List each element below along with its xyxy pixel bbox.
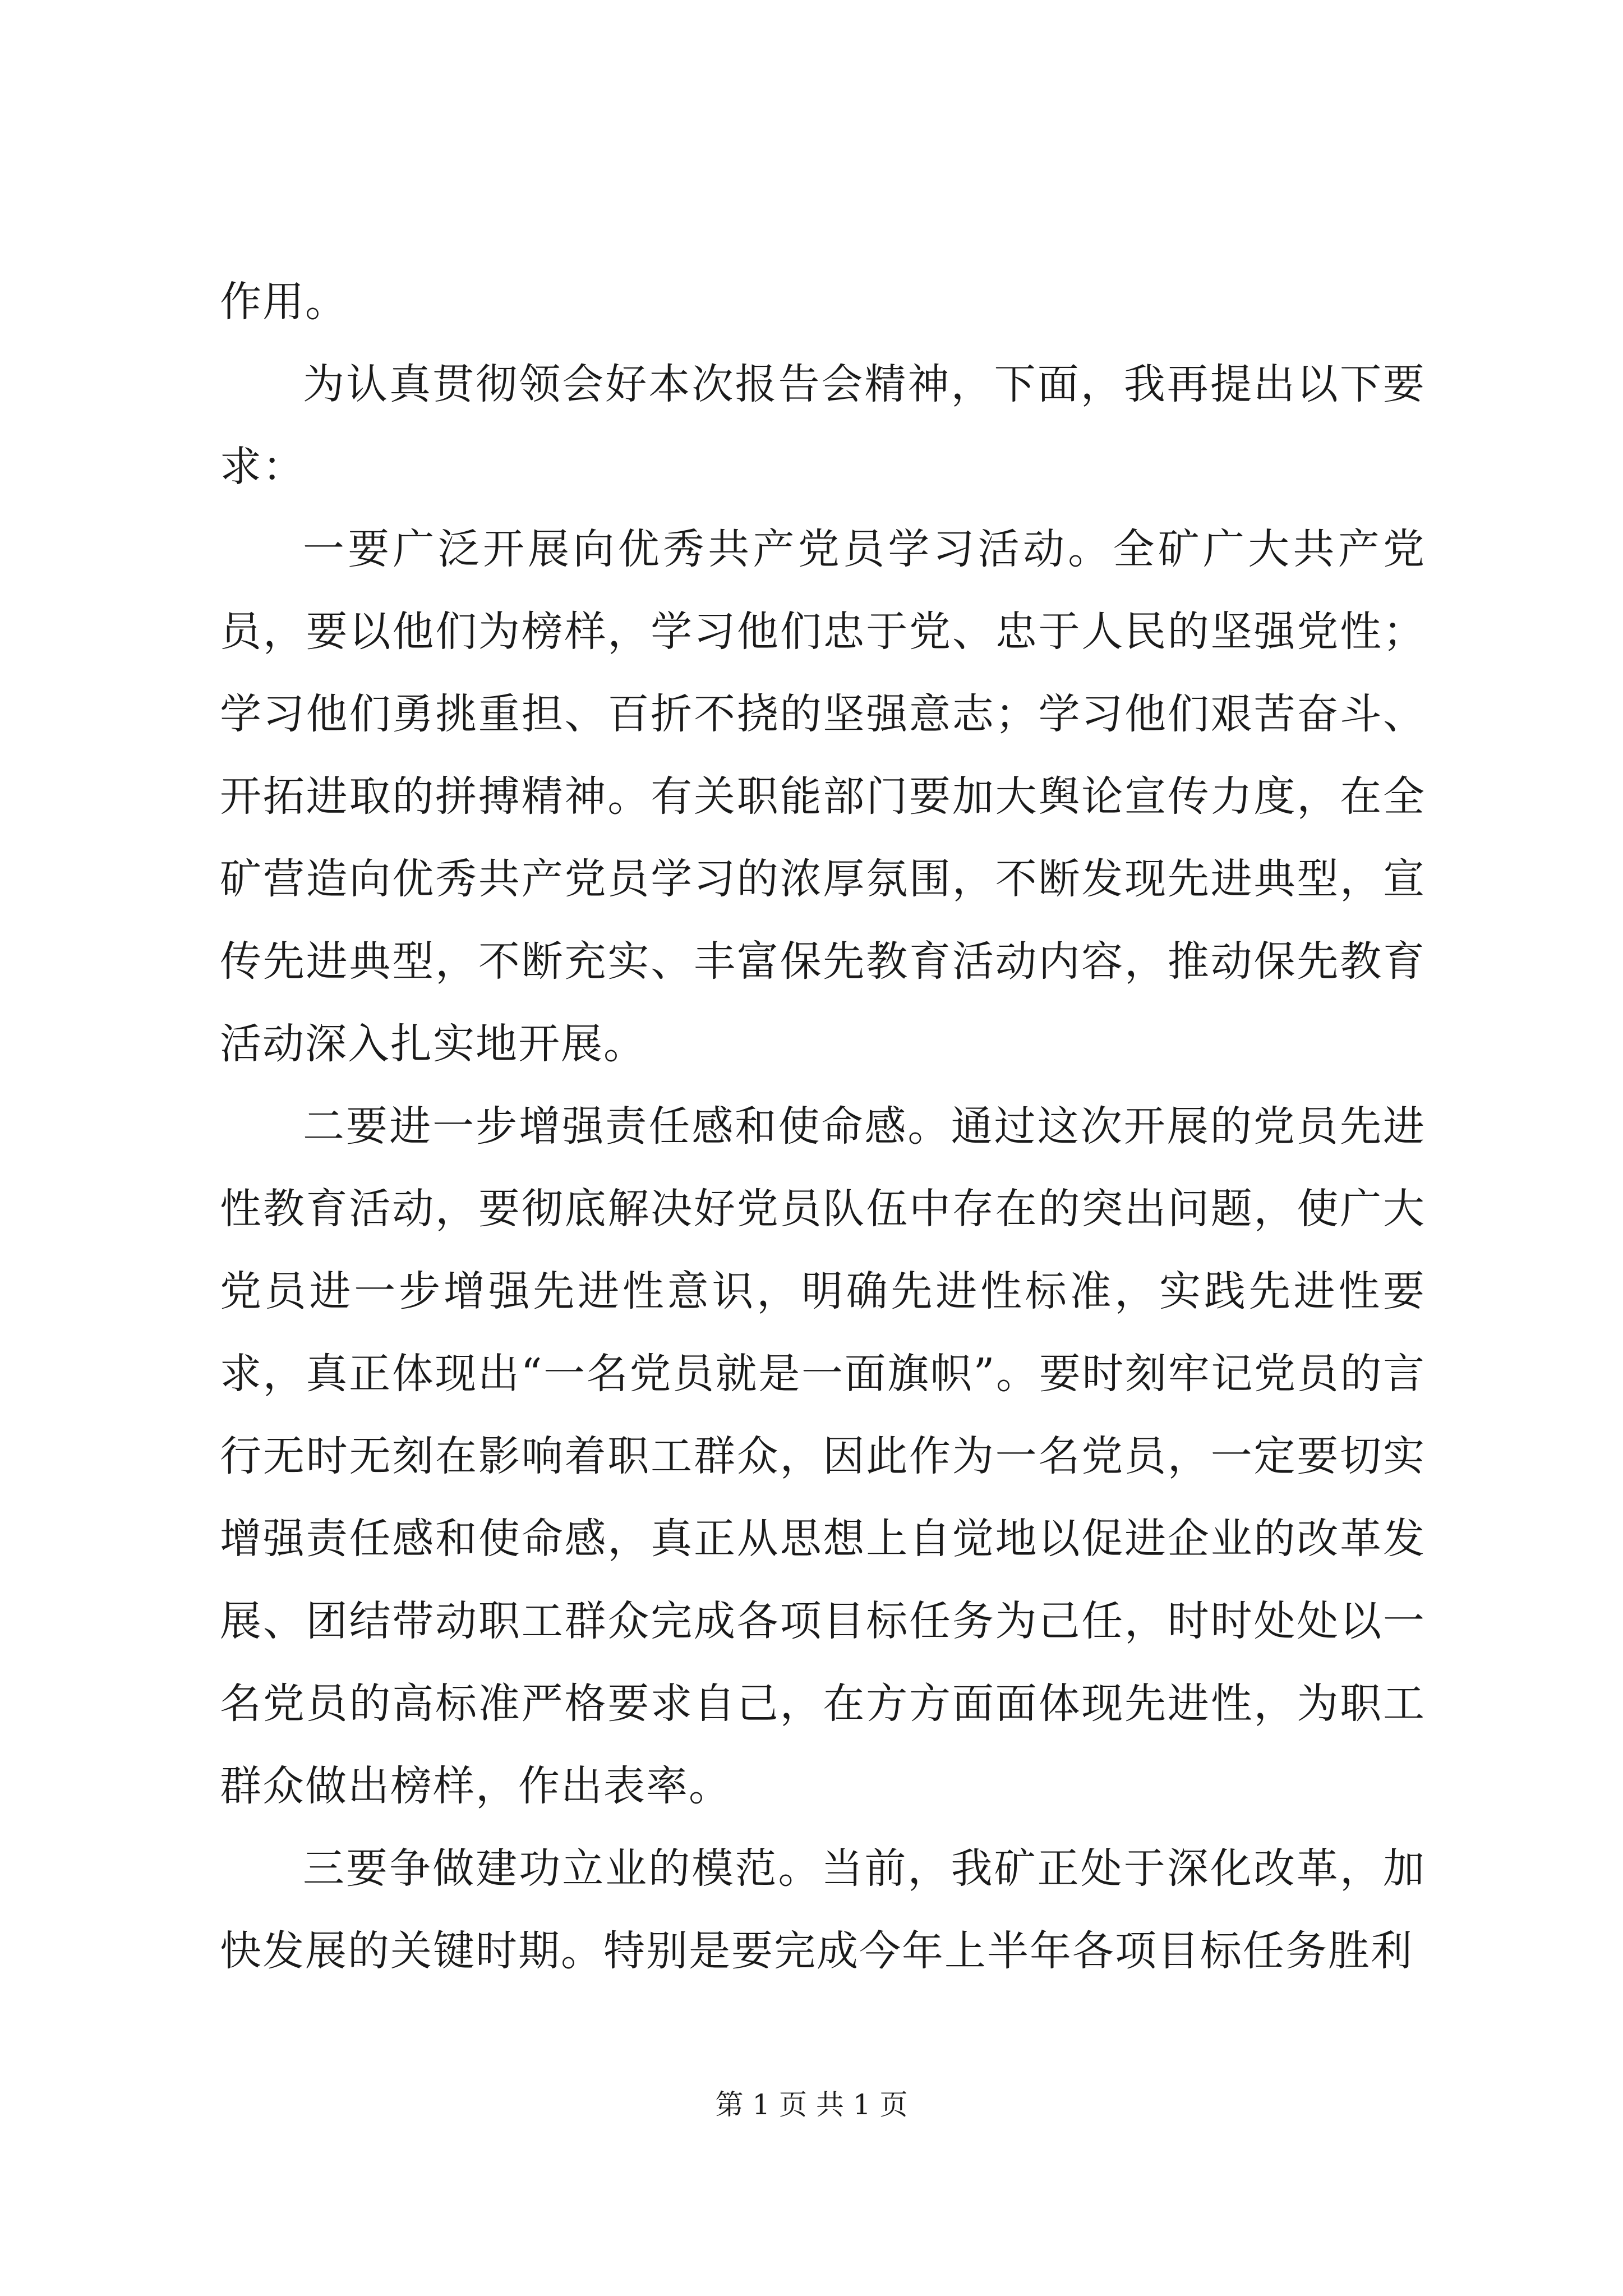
paragraph-requirement-3: 三要争做建功立业的模范。当前，我矿正处于深化改革，加快发展的关键时期。特别是要完成今年上半年各项目标任务胜利 — [220, 1844, 1426, 1975]
paragraph-intro: 为认真贯彻领会好本次报告会精神，下面，我再提出以下要求： — [220, 360, 1426, 491]
paragraph-continuation: 作用。 — [220, 278, 348, 326]
page-number-footer: 第 1 页 共 1 页 — [715, 2088, 908, 2121]
paragraph-requirement-2: 二要进一步增强责任感和使命感。通过这次开展的党员先进性教育活动，要彻底解决好党员队伍中存在的突出问题，使广大党员进一步增强先进性意识，明确先进性标准，实践先进性要求，真正体现出“一名党员就是一面旗帜”。要时刻牢记党员的言行无时无刻在影响着职工群众，因此作为一名党员，一定要切实增强责任感和使命感，真正从思想上自觉地以促进企业的改革发展、团结带动职工群众完成各项目标任务为己任，时时处处以一名党员的高标准严格要求自己，在方方面面体现先进性，为职工群众做出榜样，作出表率。 — [220, 1102, 1426, 1810]
document-body — [220, 261, 1426, 1993]
paragraph-requirement-1: 一要广泛开展向优秀共产党员学习活动。全矿广大共产党员，要以他们为榜样，学习他们忠于党、忠于人民的坚强党性；学习他们勇挑重担、百折不挠的坚强意志；学习他们艰苦奋斗、开拓进取的拼搏精神。有关职能部门要加大舆论宣传力度，在全矿营造向优秀共产党员学习的浓厚氛围，不断发现先进典型，宣传先进典型，不断充实、丰富保先教育活动内容，推动保先教育活动深入扎实地开展。 — [220, 525, 1426, 1068]
